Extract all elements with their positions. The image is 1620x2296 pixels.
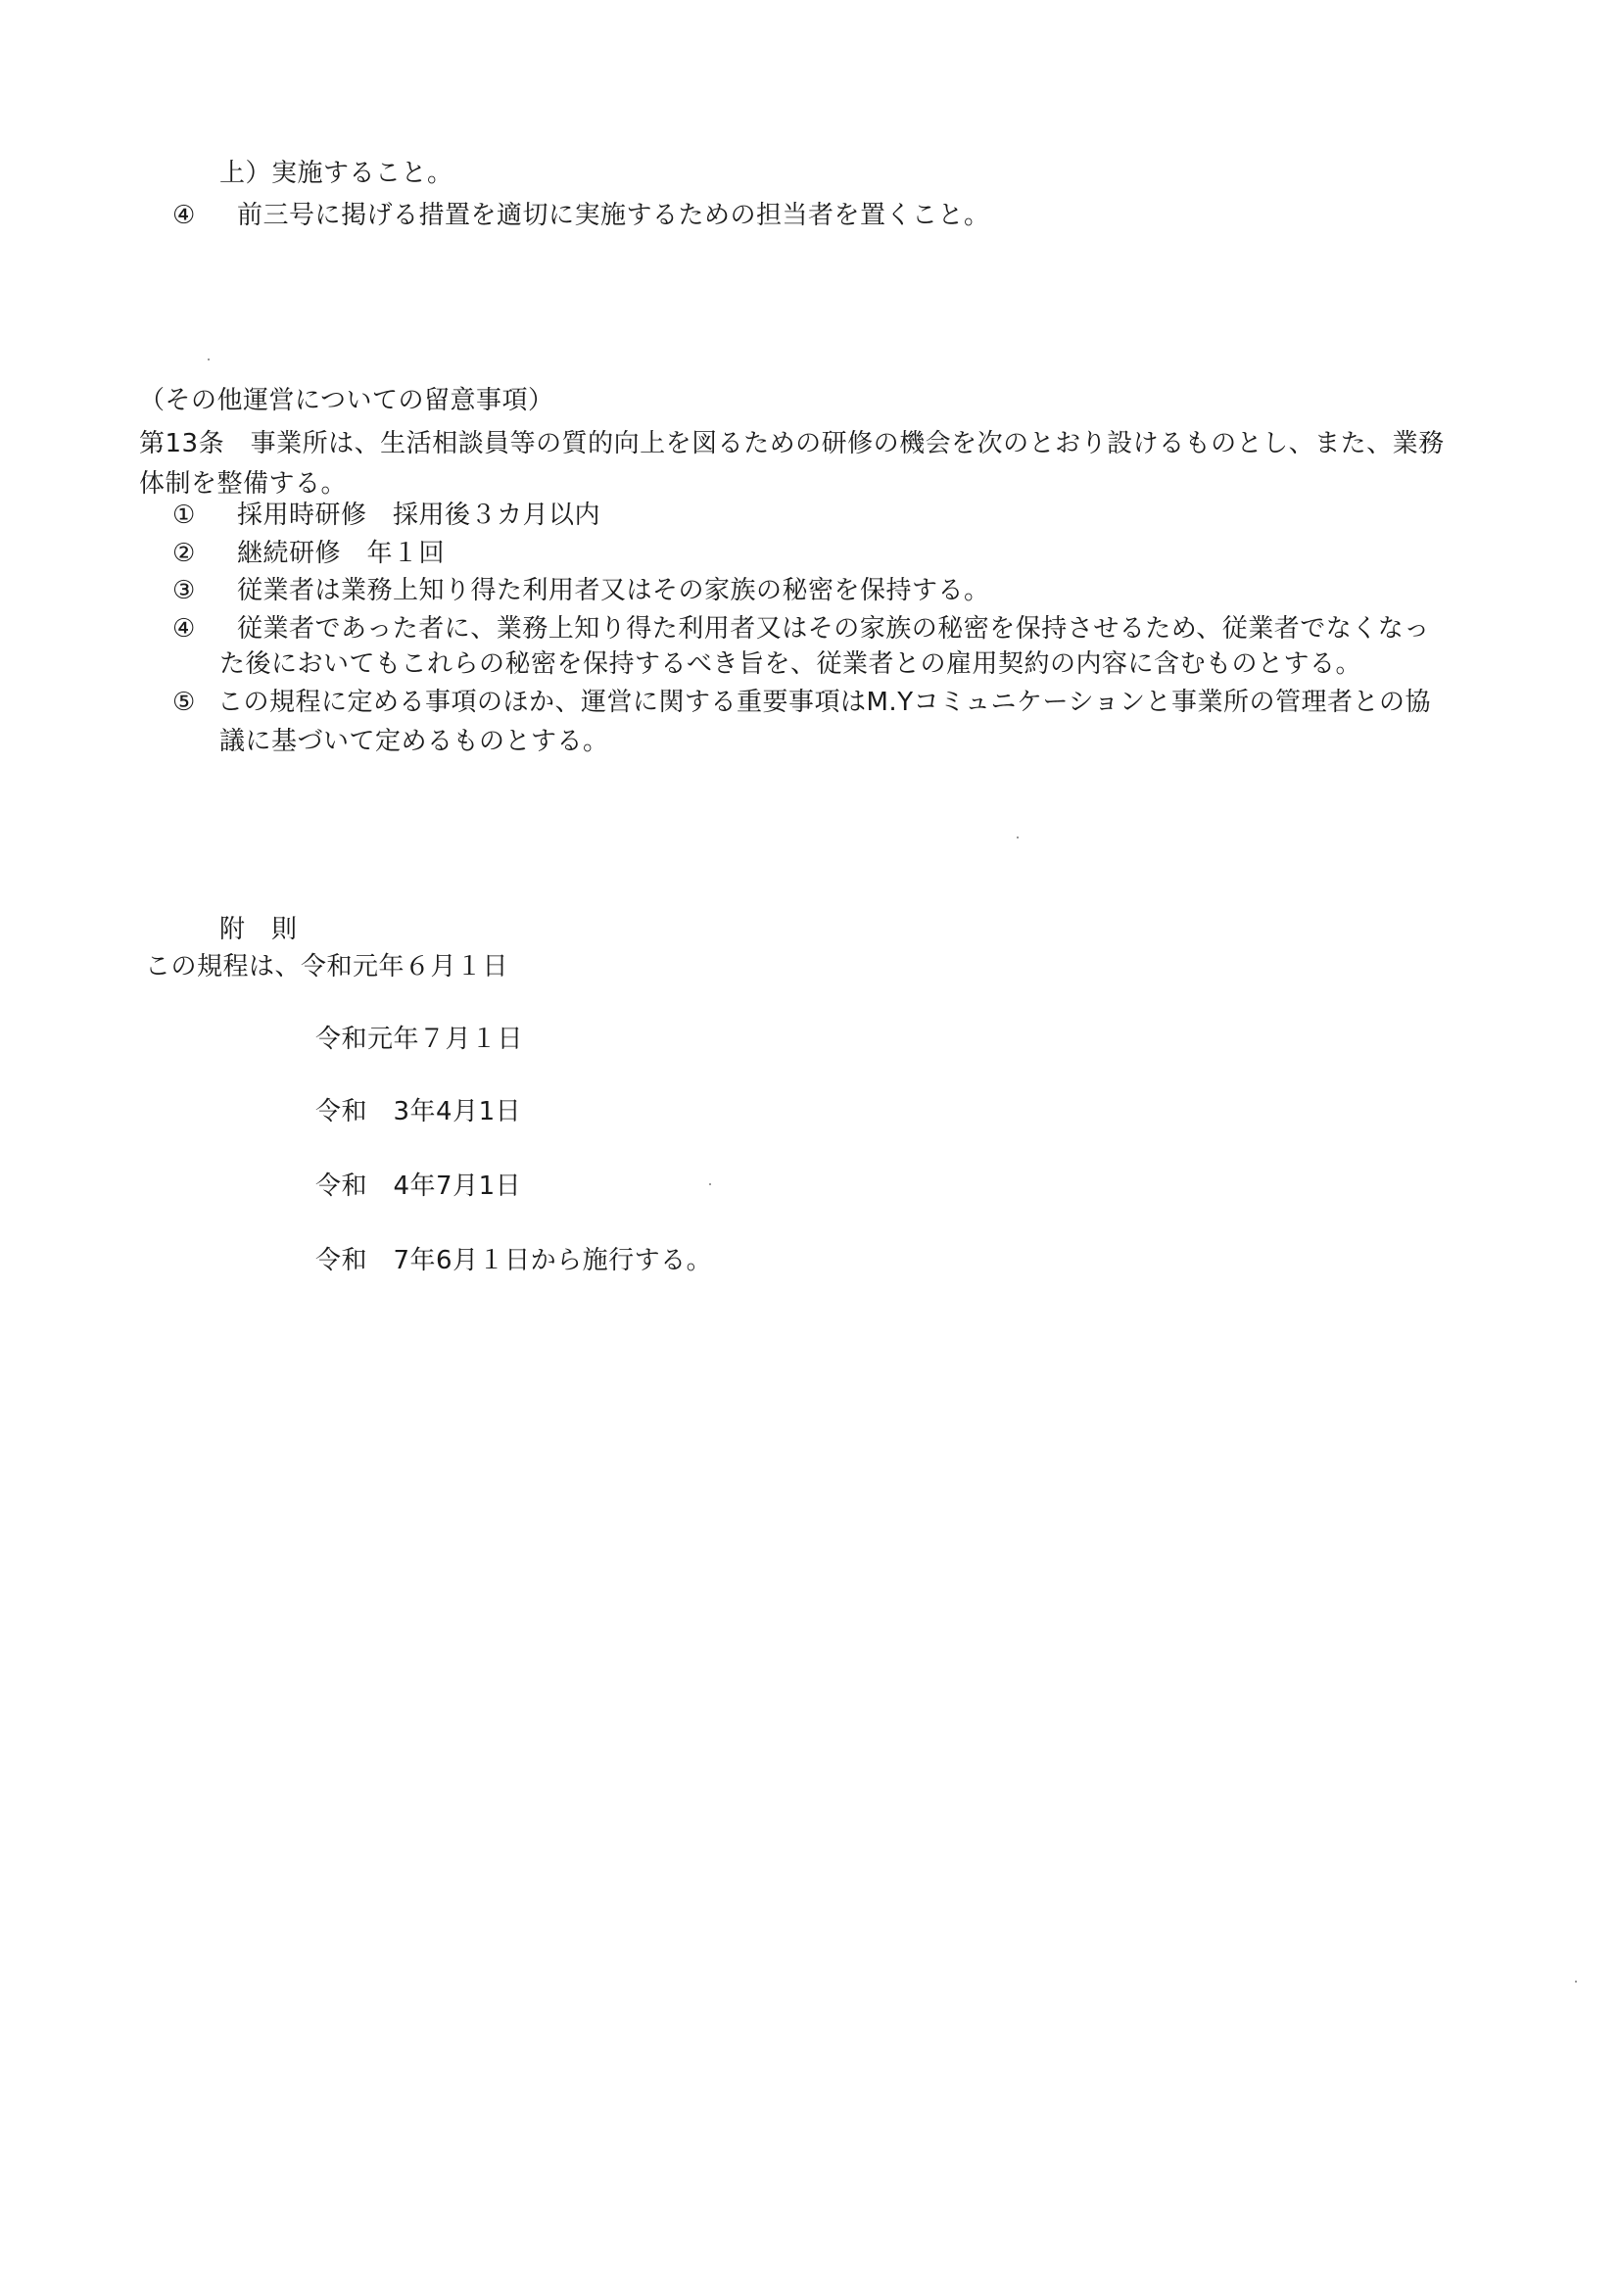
prev-item-4-text: 前三号に掲げる措置を適切に実施するための担当者を置くこと。 [237, 201, 990, 230]
prev-item-4-marker: ④ [172, 201, 196, 230]
article-13-body-line-2: 体制を整備する。 [139, 469, 348, 499]
supplementary-heading: 附 則 [219, 915, 298, 944]
amendment-date-4: 令和 7年6月１日から施行する。 [315, 1246, 713, 1275]
article-13-item-5-continuation: 議に基づいて定めるものとする。 [219, 727, 609, 756]
article-13-item-3-marker: ③ [172, 576, 196, 605]
amendment-date-1: 令和元年７月１日 [315, 1025, 524, 1054]
article-13-item-2-text: 継続研修 年１回 [237, 539, 446, 568]
article-13-item-4-marker: ④ [172, 614, 196, 644]
scan-speck [709, 1183, 711, 1185]
scan-speck [1575, 1981, 1577, 1983]
supplementary-line-1: この規程は、令和元年６月１日 [145, 952, 509, 981]
article-13-item-5-marker: ⑤ [172, 688, 196, 717]
article-13-item-2-marker: ② [172, 539, 196, 568]
prev-item-continuation: 上）実施すること。 [219, 159, 453, 188]
article-13-item-3-text: 従業者は業務上知り得た利用者又はその家族の秘密を保持する。 [237, 576, 990, 605]
article-13-body-line-1: 第13条 事業所は、生活相談員等の質的向上を図るための研修の機会を次のとおり設けるものとし、また、業務 [139, 429, 1445, 458]
amendment-date-2: 令和 3年4月1日 [315, 1097, 522, 1126]
article-13-item-1-text: 採用時研修 採用後３カ月以内 [237, 501, 601, 530]
article-13-item-4-text: 従業者であった者に、業務上知り得た利用者又はその家族の秘密を保持させるため、従業者でなくなっ [237, 614, 1430, 644]
article-13-item-1-marker: ① [172, 501, 196, 530]
scan-speck [1017, 837, 1019, 838]
amendment-date-3: 令和 4年7月1日 [315, 1172, 522, 1201]
scan-speck [208, 359, 210, 360]
article-13-item-4-continuation: た後においてもこれらの秘密を保持するべき旨を、従業者との雇用契約の内容に含むものとする。 [219, 649, 1362, 679]
article-13-heading: （その他運営についての留意事項） [139, 386, 554, 415]
article-13-item-5-text: この規程に定める事項のほか、運営に関する重要事項はM.Yコミュニケーションと事業所の管理者との協 [217, 688, 1432, 717]
